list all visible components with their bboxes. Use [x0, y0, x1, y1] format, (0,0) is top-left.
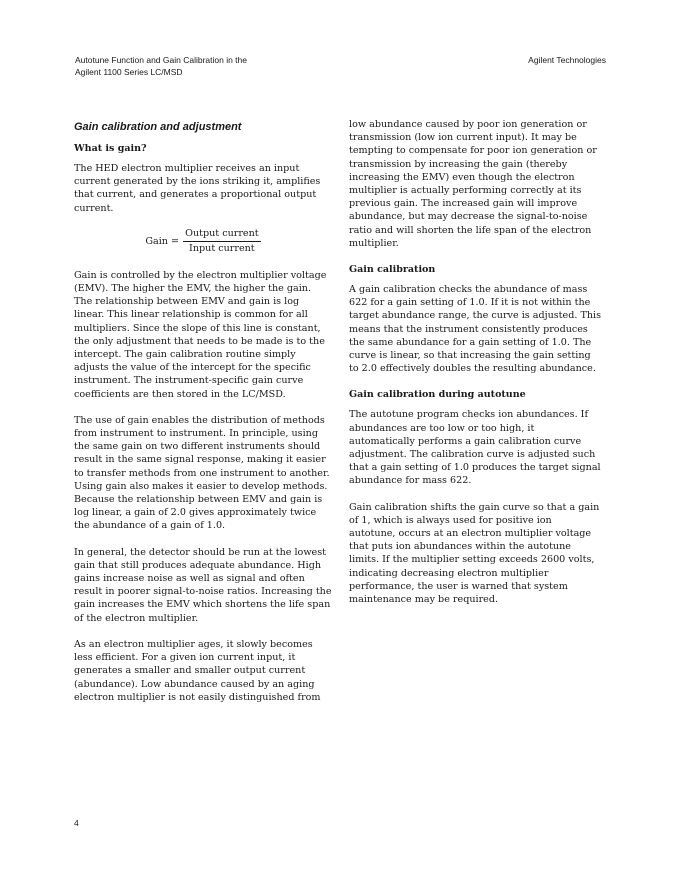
- paragraph: The use of gain enables the distribution of methods from instrument to instrument. In principle, using the same gain on two different instruments should result in the same signal response, making it easier to transfer methods from one instrument to another. Using gain also makes it easier to develop methods. Because the relationship between EMV and gain is log linear, a gain of 2.0 gives approximately twice the abundance of a gain of 1.0.: [74, 414, 330, 532]
- gain-calibration-autotune-heading: Gain calibration during autotune: [349, 389, 526, 401]
- header-title-line-1: Autotune Function and Gain Calibration in the: [75, 55, 248, 65]
- section-title: Gain calibration and adjustment: [74, 121, 242, 133]
- header-title-line-2: Agilent 1100 Series LC/MSD: [75, 67, 183, 77]
- running-header-company: Agilent Technologies: [528, 55, 606, 65]
- right-column: [349, 118, 601, 619]
- formula-fraction: [183, 228, 261, 255]
- paragraph: As an electron multiplier ages, it slowly becomes less efficient. For a given ion current input, it generates a smaller and smaller output current (abundance). Low abundance caused by an aging electron multiplier is not easily distinguished from: [74, 638, 321, 703]
- left-column: [74, 118, 332, 717]
- paragraph-continued: low abundance caused by poor ion generation or transmission (low ion current input). It may be tempting to compensate for poor ion generation or transmission by increasing the gain (thereby increasing the EMV) even though the electron multiplier is actually performing correctly at its previous gain. The increased gain will improve abundance, but may decrease the signal-to-noise ratio and will shorten the life span of the electron multiplier.: [349, 119, 597, 249]
- paragraph: Gain is controlled by the electron multiplier voltage (EMV). The higher the EMV, the higher the gain. The relationship between EMV and gain is log linear. This linear relationship is common for all multipliers. Since the slope of this line is constant, the only adjustment that needs to be made is to the intercept. The gain calibration routine simply adjusts the value of the intercept for the specific instrument. The instrument-specific gain curve coefficients are then stored in the LC/MSD.: [74, 269, 327, 400]
- running-header-title: [75, 54, 295, 78]
- paragraph: The autotune program checks ion abundances. If abundances are too low or too high, it automatically performs a gain calibration curve adjustment. The calibration curve is adjusted such that a gain setting of 1.0 produces the target signal abundance for mass 622.: [349, 409, 601, 487]
- formula-denominator: Input current: [189, 242, 255, 254]
- paragraph: A gain calibration checks the abundance of mass 622 for a gain setting of 1.0. If it is not within the target abundance range, the curve is adjusted. This means that the instrument consistently produces the same abundance for a gain setting of 1.0. The curve is linear, so that increasing the gain setting to 2.0 effectively doubles the resulting abundance.: [349, 284, 602, 375]
- formula-numerator: Output current: [183, 228, 261, 242]
- paragraph: In general, the detector should be run at the lowest gain that still produces adequate abundance. High gains increase noise as well as signal and often result in poorer signal-to-noise ratios. Increasing the gain increases the EMV which shortens the life span of the electron multiplier.: [74, 546, 332, 624]
- page-number: 4: [74, 818, 79, 828]
- gain-calibration-heading: Gain calibration: [349, 264, 436, 276]
- formula-lhs: Gain =: [145, 235, 180, 247]
- paragraph: The HED electron multiplier receives an input current generated by the ions striking it, amplifies that current, and generates a proportional output current.: [74, 163, 321, 214]
- paragraph: Gain calibration shifts the gain curve so that a gain of 1, which is always used for positive ion autotune, occurs at an electron multiplier voltage that puts ion abundances within the autotune limits. If the multiplier setting exceeds 2600 volts, indicating decreasing electron multiplier performance, the user is warned that system maintenance may be required.: [349, 501, 600, 606]
- gain-formula: [74, 228, 332, 255]
- what-is-gain-heading: What is gain?: [74, 143, 147, 154]
